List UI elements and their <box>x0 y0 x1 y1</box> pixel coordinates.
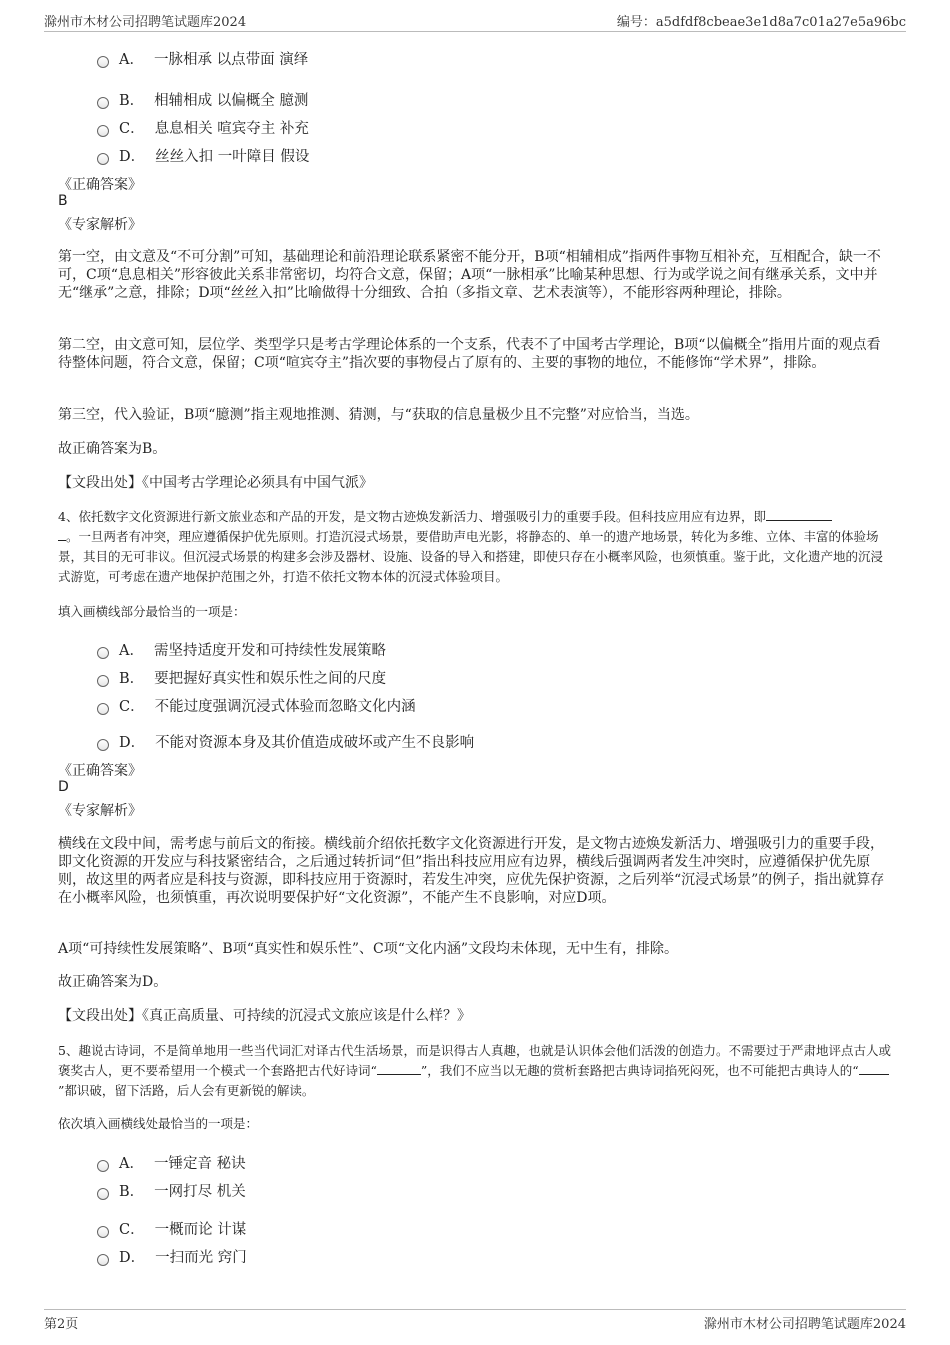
page-number: 第2页 <box>44 1317 79 1332</box>
q3-option-b[interactable]: B． 相辅相成 以偏概全 臆测 <box>97 89 308 110</box>
page-header <box>44 10 906 32</box>
q4-stem: 4、依托数字文化资源进行新文旅业态和产品的开发，是文物古迹焕发新活力、增强吸引力的重要手段。但科技应用应有边界，即 。一旦两者有冲突，理应遵循保护优先原则。打造沉浸式场景，要借助声电光影，将静态的、单一的遗产地场景，转化为多维、立体、丰富的体验场景，其目的无可非议。但沉浸式场景的构建多会涉及器材、设施、设备的导入和搭建，即使只存在小概率风险，也须慎重。鉴于此，文化遗产地的沉浸式游览，可考虑在遗产地保护范围之外，打造不依托文物本体的沉浸式体验项目。 <box>58 509 884 584</box>
answer-blank <box>377 1061 421 1075</box>
footer-title: 滁州市木材公司招聘笔试题库2024 <box>703 1317 906 1332</box>
radio-icon[interactable] <box>97 1226 109 1238</box>
q5-option-c[interactable]: C． 一概而论 计谋 <box>97 1218 246 1239</box>
radio-icon[interactable] <box>97 125 109 137</box>
q5-option-b[interactable]: B． 一网打尽 机关 <box>97 1180 246 1201</box>
radio-icon[interactable] <box>97 1160 109 1172</box>
radio-icon[interactable] <box>97 153 109 165</box>
q4-analysis-label: 《专家解析》 <box>58 803 142 819</box>
answer-blank <box>859 1061 889 1075</box>
header-serial: 编号：a5dfdf8cbeae3e1d8a7c01a27e5a96bc <box>616 15 906 30</box>
q3-option-a[interactable]: A． 一脉相承 以点带面 演绎 <box>97 48 308 69</box>
header-title: 滁州市木材公司招聘笔试题库2024 <box>44 15 247 30</box>
radio-icon[interactable] <box>97 647 109 659</box>
radio-icon[interactable] <box>97 703 109 715</box>
q3-option-c[interactable]: C． 息息相关 喧宾夺主 补充 <box>97 117 309 138</box>
q4-analysis-3: 故正确答案为D。 <box>58 974 168 990</box>
q3-option-d[interactable]: D． 丝丝入扣 一叶障目 假设 <box>97 145 309 166</box>
q4-answer: D <box>58 779 69 795</box>
answer-blank <box>58 527 66 541</box>
q5-prompt: 依次填入画横线处最恰当的一项是： <box>58 1116 259 1131</box>
q4-option-a[interactable]: A． 需坚持适度开发和可持续性发展策略 <box>97 639 386 660</box>
q5-option-a[interactable]: A． 一锤定音 秘诀 <box>97 1152 246 1173</box>
radio-icon[interactable] <box>97 739 109 751</box>
q3-analysis-label: 《专家解析》 <box>58 217 142 233</box>
radio-icon[interactable] <box>97 1188 109 1200</box>
radio-icon[interactable] <box>97 56 109 68</box>
q3-analysis-3: 第三空，代入验证，B项“臆测”指主观地推测、猜测，与“获取的信息量极少且不完整”对应恰当，当选。 <box>58 407 699 423</box>
q4-answer-label: 《正确答案》 <box>58 763 142 779</box>
q4-source: 【文段出处】《真正高质量、可持续的沉浸式文旅应该是什么样？》 <box>58 1008 471 1024</box>
q4-analysis-1: 横线在文段中间，需考虑与前后文的衔接。横线前介绍依托数字文化资源进行开发，是文物古迹焕发新活力、增强吸引力的重要手段，即文化资源的开发应与科技紧密结合，之后通过转折词“但”指出科技应用应有边界，横线后强调两者发生冲突时，应遵循保护优先原则，故这里的两者应是科技与资源，即科技应用于资源时，若发生冲突，应优先保护资源，之后列举“沉浸式场景”的例子，指出就算存在小概率风险，也须慎重，再次说明要保护好“文化资源”，不能产生不良影响，对应D项。 <box>58 836 885 906</box>
q4-analysis-2: A项“可持续性发展策略”、B项“真实性和娱乐性”、C项“文化内涵”文段均未体现，无中生有，排除。 <box>58 941 679 957</box>
q3-source: 【文段出处】《中国考古学理论必须具有中国气派》 <box>58 475 373 491</box>
q4-prompt: 填入画横线部分最恰当的一项是： <box>58 604 246 619</box>
q3-analysis-1: 第一空，由文意及“不可分割”可知，基础理论和前沿理论联系紧密不能分开，B项“相辅相成”指两件事物互相补充，互相配合，缺一不可，C项“息息相关”形容彼此关系非常密切，均符合文意，保留；A项“一脉相承”比喻某种思想、行为或学说之间有继承关系，文中并无“继承”之意，排除；D项“丝丝入扣”比喻做得十分细致、合拍（多指文章、艺术表演等），不能形容两种理论，排除。 <box>58 249 881 301</box>
q3-answer-label: 《正确答案》 <box>58 177 142 193</box>
radio-icon[interactable] <box>97 1254 109 1266</box>
answer-blank <box>766 507 832 521</box>
q5-option-d[interactable]: D． 一扫而光 窍门 <box>97 1246 247 1267</box>
q3-analysis-4: 故正确答案为B。 <box>58 441 167 457</box>
q5-stem: 5、趣说古诗词，不是简单地用一些当代词汇对译古代生活场景，而是识得古人真趣，也就是认识体会他们活泼的创造力。不需要过于严肃地评点古人或褒奖古人，更不要希望用一个模式一个套路把古代好诗词“ ”，我们不应当以无趣的赏析套路把古典诗词掐死闷死，也不可能把古典诗人的“”都识破，留下活路，后人会有更新锐的解读。 <box>58 1043 891 1098</box>
q3-analysis-2: 第二空，由文意可知，层位学、类型学只是考古学理论体系的一个支系，代表不了中国考古学理论，B项“以偏概全”指用片面的观点看待整体问题，符合文意，保留；C项“喧宾夺主”指次要的事物侵占了原有的、主要的事物的地位，不能修饰“学术界”，排除。 <box>58 337 881 371</box>
q4-option-d[interactable]: D． 不能对资源本身及其价值造成破坏或产生不良影响 <box>97 731 474 752</box>
radio-icon[interactable] <box>97 675 109 687</box>
radio-icon[interactable] <box>97 97 109 109</box>
page-footer <box>44 1309 906 1335</box>
q3-answer: B <box>58 193 68 209</box>
q4-option-c[interactable]: C． 不能过度强调沉浸式体验而忽略文化内涵 <box>97 695 416 716</box>
q4-option-b[interactable]: B． 要把握好真实性和娱乐性之间的尺度 <box>97 667 386 688</box>
